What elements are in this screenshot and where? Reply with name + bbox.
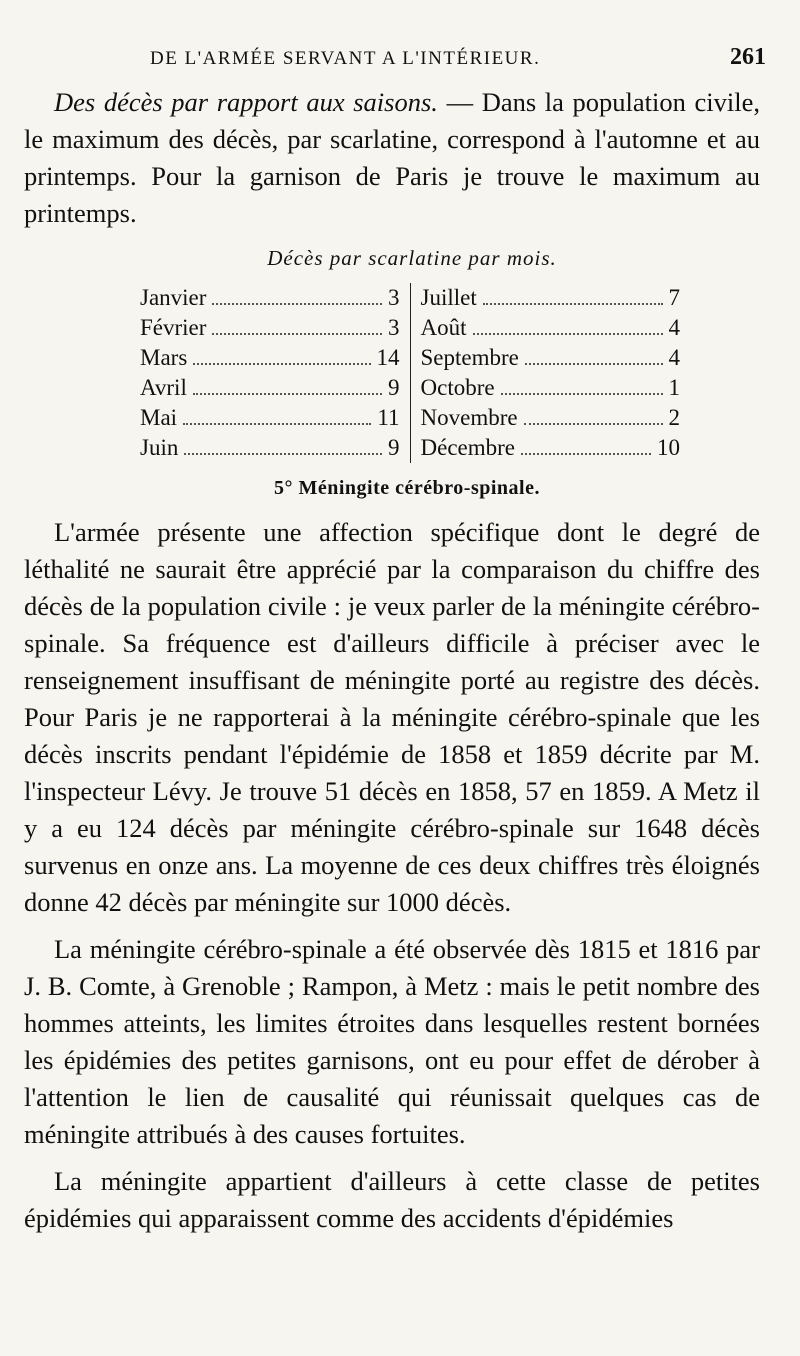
table-row bbox=[140, 313, 400, 343]
running-title: DE L'ARMÉE SERVANT A L'INTÉRIEUR. bbox=[150, 48, 541, 69]
month-value: 9 bbox=[388, 435, 400, 460]
body-paragraph: La méningite cérébro-spinale a été observée dès 1815 et 1816 par J. B. Comte, à Grenoble ; Rampon, à Metz : mais le petit nombre des hommes atteints, les limites étroites dans lesquelles restent bornées les épidémies des petites garnisons, ont eu pour effet de dérober à l'attention le lien de causalité qui réunissait quelques cas de méningite attribués à des causes fortuites. bbox=[24, 934, 760, 1149]
month-label: Décembre bbox=[420, 435, 515, 460]
month-value: 3 bbox=[388, 285, 400, 310]
month-label: Juillet bbox=[420, 285, 477, 310]
table-row bbox=[140, 283, 400, 313]
month-label: Mars bbox=[140, 345, 188, 370]
month-label: Janvier bbox=[140, 285, 207, 310]
month-value: 10 bbox=[657, 435, 680, 460]
body-paragraph: La méningite appartient d'ailleurs à cette classe de petites épidémies qui apparaissent comme des accidents d'épidémies bbox=[24, 1166, 760, 1233]
page-content bbox=[24, 84, 760, 1237]
monthly-deaths-table bbox=[130, 283, 690, 463]
month-value: 4 bbox=[668, 315, 680, 340]
month-label: Novembre bbox=[420, 405, 518, 430]
table-row bbox=[421, 343, 681, 373]
table-row bbox=[421, 313, 681, 343]
month-label: Octobre bbox=[420, 375, 495, 400]
table-row bbox=[140, 373, 400, 403]
running-head bbox=[150, 44, 766, 71]
month-label: Juin bbox=[140, 435, 179, 460]
month-value: 14 bbox=[376, 345, 400, 370]
month-value: 11 bbox=[377, 405, 400, 430]
table-row bbox=[140, 343, 400, 373]
intro-lead: Des décès par rapport aux saisons. bbox=[54, 87, 438, 117]
month-value: 9 bbox=[388, 375, 400, 400]
intro-paragraph bbox=[24, 84, 760, 232]
table-row bbox=[421, 373, 681, 403]
table-title: Décès par scarlatine par mois. bbox=[267, 246, 557, 270]
intro-text: — Dans la population civile, le maximum des décès, par scarlatine, correspond à l'automne et au printemps. Pour la garnison de Paris je trouve le maximum au printemps. bbox=[24, 87, 760, 228]
month-label: Mai bbox=[140, 405, 178, 430]
table-row bbox=[421, 403, 681, 433]
body-paragraph: L'armée présente une affection spécifique dont le degré de léthalité ne saurait être apprécié par la comparaison du chiffre des décès de la population civile : je veux parler de la méningite cérébro-spinale. Sa fréquence est d'ailleurs difficile à préciser avec le renseignement insuffisant de méningite porté au registre des décès. Pour Paris je ne rapporterai à la méningite cérébro-spinale que les décès inscrits pendant l'épidémie de 1858 et 1859 décrite par M. l'inspecteur Lévy. Je trouve 51 décès en 1858, 57 en 1859. A Metz il y a eu 124 décès par méningite cérébro-spinale sur 1648 décès survenus en onze ans. La moyenne de ces deux chiffres très éloignés donne 42 décès par méningite sur 1000 décès. bbox=[24, 517, 760, 917]
month-label: Août bbox=[420, 315, 467, 340]
table-row bbox=[140, 403, 400, 433]
section-heading: 5° Méningite cérébro-spinale. bbox=[274, 477, 540, 499]
table-column-left bbox=[130, 283, 411, 463]
table-row bbox=[421, 283, 681, 313]
month-value: 2 bbox=[668, 405, 680, 430]
page-number: 261 bbox=[730, 44, 766, 70]
month-value: 1 bbox=[668, 375, 680, 400]
month-value: 3 bbox=[388, 315, 400, 340]
month-value: 4 bbox=[668, 345, 680, 370]
month-label: Septembre bbox=[420, 345, 519, 370]
table-column-right bbox=[411, 283, 691, 463]
month-label: Avril bbox=[140, 375, 187, 400]
month-value: 7 bbox=[668, 285, 680, 310]
table-row bbox=[421, 433, 681, 463]
table-row bbox=[140, 433, 400, 463]
month-label: Février bbox=[140, 315, 207, 340]
